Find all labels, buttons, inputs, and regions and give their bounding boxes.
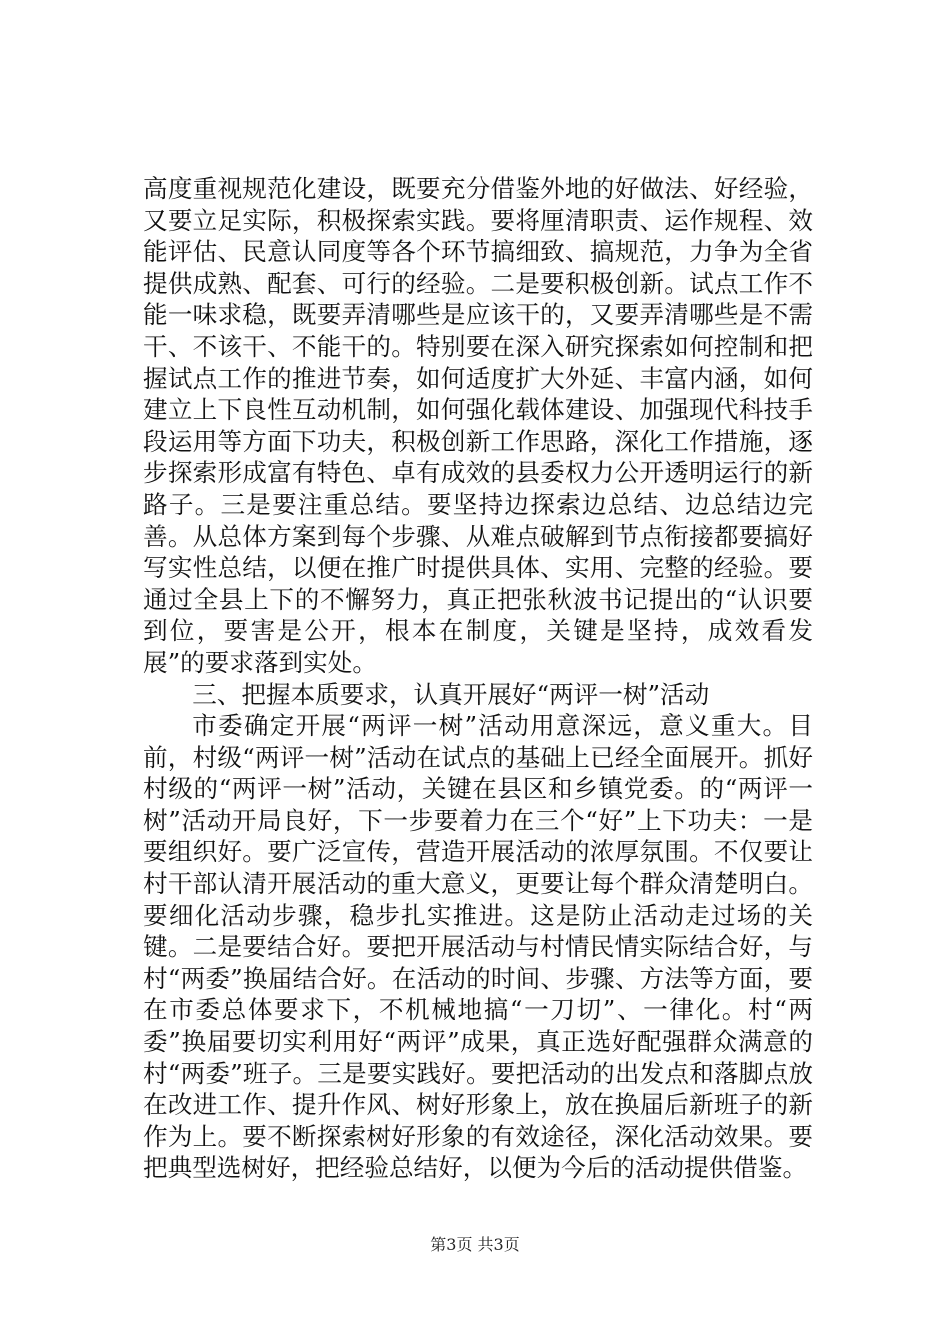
paragraph-body: 市委确定开展“两评一树”活动用意深远，意义重大。目前，村级“两评一树”活动在试点的基础上已经全面展开。抓好村级的“两评一树”活动，关键在县区和乡镇党委。的“两评一树”活动开局良好，下一步要着力在三个“好”上下功夫：一是要组织好。要广泛宣传，营造开展活动的浓厚氛围。不仅要让村干部认清开展活动的重大意义，更要让每个群众清楚明白。要细化活动步骤，稳步扎实推进。这是防止活动走过场的关键。二是要结合好。要把开展活动与村情民情实际结合好，与村“两委”换届结合好。在活动的时间、步骤、方法等方面，要在市委总体要求下，不机械地搞“一刀切”、一律化。村“两委”换届要切实利用好“两评”成果，真正选好配强群众满意的村“两委”班子。三是要实践好。要把活动的出发点和落脚点放在改进工作、提升作风、树好形象上，放在换届后新班子的新作为上。要不断探索树好形象的有效途径，深化活动效果。要把典型选树好，把经验总结好，以便为今后的活动提供借鉴。	[143, 711, 813, 1183]
page-footer: 第3页 共3页	[430, 1235, 520, 1254]
document-body	[143, 173, 813, 1184]
section-heading: 三、把握本质要求，认真开展好“两评一树”活动	[192, 679, 710, 709]
paragraph-continuation: 高度重视规范化建设，既要充分借鉴外地的好做法、好经验，又要立足实际，积极探索实践。要将厘清职责、运作规程、效能评估、民意认同度等各个环节搞细致、搞规范，力争为全省提供成熟、配套、可行的经验。二是要积极创新。试点工作不能一味求稳，既要弄清哪些是应该干的，又要弄清哪些是不需干、不该干、不能干的。特别要在深入研究探索如何控制和把握试点工作的推进节奏，如何适度扩大外延、丰富内涵，如何建立上下良性互动机制，如何强化载体建设、加强现代科技手段运用等方面下功夫，积极创新工作思路，深化工作措施，逐步探索形成富有特色、卓有成效的县委权力公开透明运行的新路子。三是要注重总结。要坚持边探索边总结、边总结边完善。从总体方案到每个步骤、从难点破解到节点衔接都要搞好写实性总结，以便在推广时提供具体、实用、完整的经验。要通过全县上下的不懈努力，真正把张秋波书记提出的“认识要到位，要害是公开，根本在制度，关键是坚持，成效看发展”的要求落到实处。	[143, 174, 813, 677]
